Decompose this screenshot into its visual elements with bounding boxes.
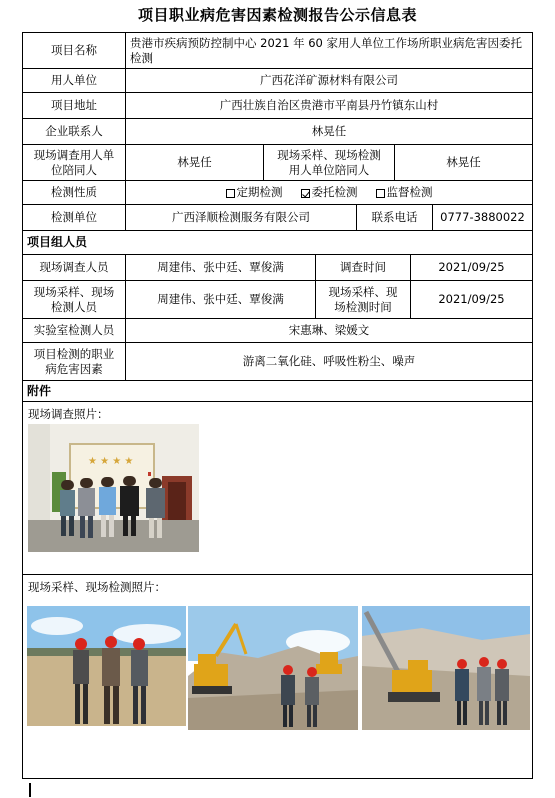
row-hazards [23,343,532,381]
sampling-staff-value: 周建伟、张中廷、覃俊满 [126,281,316,318]
sampling-photos-label: 现场采样、现场检测照片： [28,580,166,594]
sampling-photo-1 [27,606,186,726]
page-title: 项目职业病危害因素检测报告公示信息表 [137,6,417,24]
row-lab-staff [23,319,532,343]
project-name-label: 项目名称 [23,33,126,68]
row-project-name [23,33,532,69]
sampling-time-value: 2021/09/25 [438,292,505,306]
lab-staff-label: 实验室检测人员 [23,319,126,342]
sampling-photo-3 [362,606,530,730]
sampling-time-label: 现场采样、现场检测时间 [316,281,411,318]
row-address [23,93,532,119]
row-contact [23,119,532,145]
contact-value: 林晃任 [311,124,347,138]
survey-time-label: 调查时间 [316,255,411,280]
org-label: 检测单位 [23,205,126,230]
nature-option-supervisory[interactable]: 监督检测 [376,185,433,200]
row-attachments-section [23,381,532,402]
sampling-staff-label: 现场采样、现场检测人员 [23,281,126,318]
sampling-escort-value: 林晃任 [446,155,481,169]
nature-options [126,181,532,204]
survey-staff-label: 现场调查人员 [23,255,126,280]
survey-photo [28,424,199,552]
survey-escort-value: 林晃任 [126,145,264,180]
sampling-escort-label: 现场采样、现场检测用人单位陪同人 [264,145,395,180]
hazards-value: 游离二氧化硅、呼吸性粉尘、噪声 [242,354,416,368]
phone-label: 联系电话 [357,205,433,230]
survey-time-value: 2021/09/25 [438,260,505,274]
info-form [22,32,533,779]
svg-text:★ ★ ★ ★: ★ ★ ★ ★ [88,456,134,467]
checkbox-icon [226,189,235,198]
address-label: 项目地址 [23,93,126,118]
phone-value: 0777-3880022 [440,210,525,224]
checkbox-icon [376,189,385,198]
row-org [23,205,532,231]
hazards-label: 项目检测的职业病危害因素 [23,343,126,380]
contact-label: 企业联系人 [23,119,126,144]
nature-option-commissioned[interactable]: 委托检测 [301,185,358,200]
row-sampling-photos [23,575,532,778]
project-name-value: 贵港市疾病预防控制中心 2021 年 60 家用人单位工作场所职业病危害因委托检测 [130,35,523,65]
row-employer [23,69,532,93]
org-value: 广西泽顺检测服务有限公司 [126,205,357,230]
nature-label: 检测性质 [23,181,126,204]
attachments-heading: 附件 [27,383,52,398]
lab-staff-value: 宋惠琳、梁媛文 [288,323,370,337]
survey-escort-label: 现场调查用人单位陪同人 [23,145,126,180]
row-escorts [23,145,532,181]
row-survey-photos [23,402,532,575]
text-cursor [29,783,31,797]
team-section-heading: 项目组人员 [27,235,88,249]
survey-photos-label: 现场调查照片： [28,407,109,421]
checkbox-checked-icon [301,189,310,198]
nature-option-periodic[interactable]: 定期检测 [226,185,283,200]
survey-staff-value: 周建伟、张中廷、覃俊满 [126,255,316,280]
address-value: 广西壮族自治区贵港市平南县丹竹镇东山村 [219,98,439,112]
row-survey-staff [23,255,532,281]
employer-label: 用人单位 [23,69,126,92]
sampling-photo-2 [188,606,358,730]
employer-value: 广西花洋矿源材料有限公司 [260,73,398,87]
row-team-section [23,231,532,255]
row-sampling-staff [23,281,532,319]
row-nature [23,181,532,205]
